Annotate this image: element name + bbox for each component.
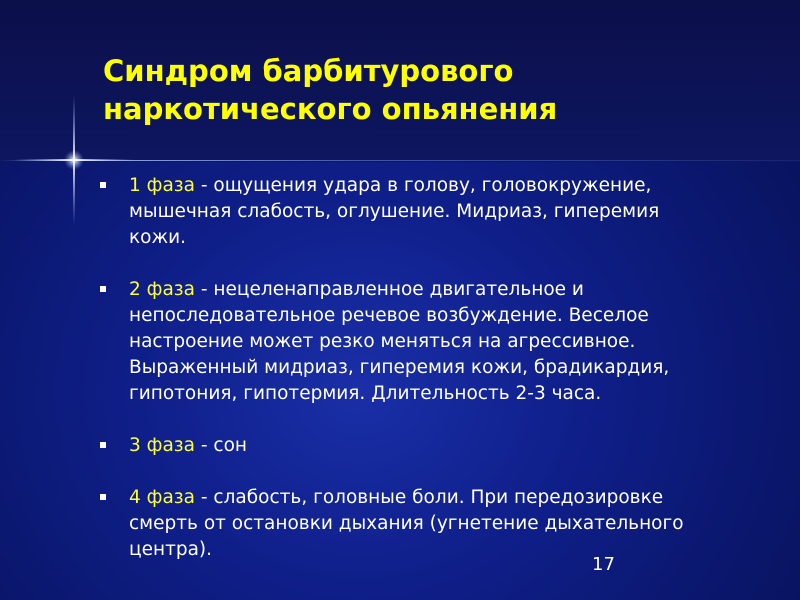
phase-description: - слабость, головные боли. При передозировке смерть от остановки дыхания (угнетение дыхательного центра).: [129, 487, 684, 560]
bullet-square-icon: [100, 494, 106, 500]
phase-label: 3 фаза: [129, 435, 195, 456]
slide-title: [103, 52, 723, 128]
bullet-square-icon: [100, 286, 106, 292]
phase-description: - сон: [194, 435, 248, 456]
list-item: [100, 485, 710, 563]
phase-label: 1 фаза: [129, 175, 195, 196]
bullet-square-icon: [100, 182, 106, 188]
page-number: 17: [592, 554, 615, 575]
phase-description: - ощущения удара в голову, головокружение, мышечная слабость, оглушение. Мидриаз, гиперемия кожи.: [129, 175, 660, 248]
list-item: [100, 277, 710, 407]
bullet-square-icon: [100, 442, 106, 448]
title-line-1: Синдром барбитурового: [103, 54, 514, 88]
title-line-2: наркотического опьянения: [103, 92, 558, 126]
phase-label: 2 фаза: [129, 279, 195, 300]
phase-label: 4 фаза: [129, 487, 195, 508]
list-item: [100, 433, 710, 459]
bullet-list: [100, 173, 710, 563]
header-divider: [0, 160, 800, 161]
phase-description: - нецеленаправленное двигательное и непоследовательное речевое возбуждение. Веселое настроение может резко меняться на агрессивное. Выраженный мидриаз, гиперемия кожи, брадикардия, гипотония, гипотермия. Длительность 2-3 часа.: [129, 279, 670, 404]
list-item: [100, 173, 710, 251]
